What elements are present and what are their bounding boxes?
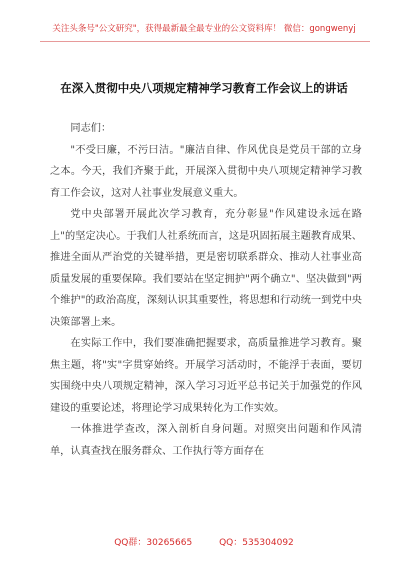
footer-qq-number: QQ：535304092 xyxy=(219,538,294,548)
salutation: 同志们： xyxy=(70,123,112,134)
header-divider xyxy=(40,41,370,42)
document-body xyxy=(50,118,362,462)
paragraph: 党中央部署开展此次学习教育，充分彰显"作风建设永远在路上"的坚定决心。于我们人社系统而言，这是巩固拓展主题教育成果、推进全面从严治党的关键举措，更是密切联系群众、推动人社事业高质量发展的重要保障。我们要站在坚定拥护"两个确立"、坚决做到"两个维护"的政治高度，深刻认识其重要性，将思想和行动统一到党中央决策部署上来。 xyxy=(50,209,362,328)
header-banner: 关注头条号"公文研究"，获得最新最全最专业的公文资料库！ 微信：gongwenyj xyxy=(52,24,356,34)
footer-contact xyxy=(0,535,408,548)
paragraph: 在实际工作中，我们要准确把握要求，高质量推进学习教育。聚焦主题，将"实"字贯穿始终。开展学习活动时，不能浮于表面，要切实围绕中央八项规定精神，深入学习习近平总书记关于加强党的作风建设的重要论述，将理论学习成果转化为工作实效。 xyxy=(50,338,362,414)
footer-qq-group: QQ群：30265665 xyxy=(114,538,193,548)
document-title: 在深入贯彻中央八项规定精神学习教育工作会议上的讲话 xyxy=(60,81,348,95)
paragraph: "不受曰廉，不污曰洁。"廉洁自律、作风优良是党员干部的立身之本。今天，我们齐聚于此，开展深入贯彻中央八项规定精神学习教育工作会议，这对人社事业发展意义重大。 xyxy=(50,144,362,199)
paragraph: 一体推进学查改，深入剖析自身问题。对照突出问题和作风清单，认真查找在服务群众、工作执行等方面存在 xyxy=(50,424,362,457)
